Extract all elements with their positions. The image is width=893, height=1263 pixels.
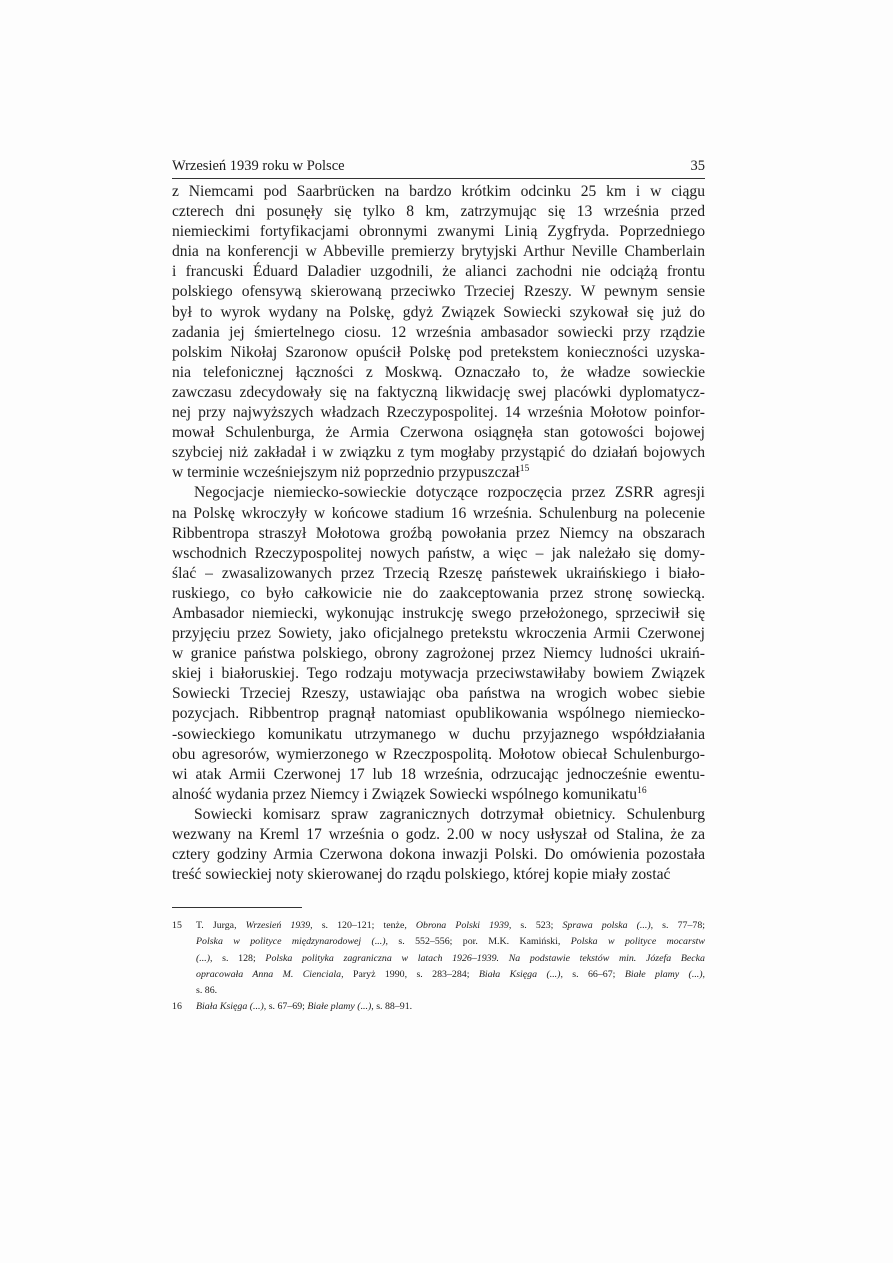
text-line: dnia na konferencji w Abbeville premierzy brytyjski Arthur Neville Chamberlain [172,243,705,261]
footnote-title: Wrzesień 1939 [245,920,311,931]
text-line: cztery godziny Armia Czerwona dokona inwazji Polski. Do omówienia pozostała [172,846,705,864]
footnote-line [196,918,705,934]
footnote-title: opracowała Anna M. Cienciala [196,968,342,980]
footnote-ref[interactable]: 16 [637,785,647,796]
text-line: zadania jej śmiertelnego ciosu. 12 września ambasador sowiecki przy rządzie [172,323,705,341]
footnote-text: s. 86. [196,985,218,997]
text-line: polskim Nikołaj Szaronow opuścił Polskę pod pretekstem konieczności uzyska- [172,343,705,361]
text-line: Sowiecki Trzeciej Rzeszy, ustawiając oba państwa na wrogich wobec siebie [172,685,705,703]
text-line: Sowiecki komisarz spraw zagranicznych dotrzymał obietnicy. Schulenburg [194,805,705,823]
text-line: wi atak Armii Czerwonej 17 lub 18 września, odrzucając jednocześnie ewentu- [172,765,705,783]
page-number: 35 [690,158,705,174]
footnote-text: , s. 552–556; por. M.K. Kamiński, [385,936,571,948]
text-line: nia telefonicznej łączności z Moskwą. Oznaczało to, że władze sowieckie [172,363,705,381]
text-line: polskiego ofensywą skierowaną przeciwko Trzeciej Rzeszy. W pewnym sensie [172,283,705,301]
footnote-number: 15 [172,920,182,931]
footnotes [172,918,705,1016]
text-line: mował Schulenburga, że Armia Czerwona osiągnęła stan gotowości bojowej [172,424,705,442]
footnote-separator [172,907,302,908]
text-line: Negocjacje niemiecko-sowieckie dotyczące rozpoczęcia przez ZSRR agresji [194,484,705,502]
footnote-line [196,934,705,950]
footnote-line [196,967,705,983]
main-text [172,182,705,885]
footnote-title: Polska polityka zagraniczna w latach 1926–1939. Na podstawie tekstów min. Józefa Becka [265,952,705,964]
running-title: Wrzesień 1939 roku w Polsce [172,158,345,174]
footnote-title: Obrona Polski 1939 [415,920,509,931]
footnote-title: Białe plamy (...) [307,1001,372,1013]
text-line: pozycjach. Ribbentrop pragnął natomiast opublikowania wspólnego niemiecko- [172,705,705,723]
text-line: na Polskę wkroczyły w końcowe stadium 16 września. Schulenburg na polecenie [172,504,705,522]
footnote-text: , s. 67–69; [263,1001,308,1013]
text-line: był to wyrok wydany na Polskę, gdyż Związek Sowiecki szykował się już do [172,303,705,321]
text-line: obu agresorów, wymierzonego w Rzeczpospolitą. Mołotow obiecał Schulenburgo- [172,745,705,763]
text-line: Ambasador niemiecki, wykonując instrukcję swego przełożonego, sprzeciwił się [172,604,705,622]
footnote-text: , s. 66–67; [560,968,625,980]
paragraph [172,805,705,885]
text-line: skiej i białoruskiej. Tego rodzaju motywacja przeciwstawiłaby bowiem Związek [172,665,705,683]
footnote-text: , s. 120–121; tenże, [310,920,416,931]
footnote-ref[interactable]: 15 [519,464,530,475]
running-header [172,154,705,179]
footnote-text: , s. 128; [209,952,266,964]
footnote-title: Polska w polityce międzynarodowej (...) [196,936,386,948]
text-line: alność wydania przez Niemcy i Związek Sowiecki wspólnego komunikatu$^{16}$ [172,785,647,803]
text-line: i francuski Éduard Daladier uzgodnili, że alianci zachodni nie odciążą frontu [172,263,705,281]
text-line: nej przy najwyższych władzach Rzeczypospolitej. 14 września Mołotow poinfor- [172,404,705,422]
footnote-text: , Paryż 1990, s. 283–284; [341,968,479,980]
paragraph [172,182,705,483]
footnote-title: (...) [196,952,210,964]
footnote [172,918,705,999]
footnote-line [196,999,705,1015]
text-line: w terminie wcześniejszym niż poprzednio przypuszczał$^{15}$ [172,464,530,482]
text-line: zawczasu zdecydowały się na faktyczną likwidację swej placówki dyplomatycz- [172,383,705,401]
text-line: ślać – zwasalizowanych przez Trzecią Rzeszę państewek ukraińskiego i biało- [172,564,705,582]
text-line: w granice państwa polskiego, obrony zagrożonej przez Niemcy ludności ukraiń- [172,645,705,663]
footnote-title: Białe plamy (...) [624,968,703,980]
footnote-title: Sprawa polska (...) [562,920,651,931]
text-line: wschodnich Rzeczypospolitej nowych państw, a więc – jak należało się domy- [172,544,705,562]
footnote-text: , s. 88–91. [371,1001,413,1013]
footnote-text: , [702,968,705,980]
footnote-title: Biała Księga (...) [196,1001,264,1013]
text-line: ruskiego, co było całkowicie nie do zaakceptowania przez stronę sowiecką. [172,584,705,602]
text-line: -sowieckiego komunikatu utrzymanego w duchu przyjaznego współdziałania [172,725,705,743]
text-line: szybciej niż zakładał i w związku z tym mogłaby przystąpić do działań bojowych [172,444,705,462]
footnote-line [196,983,705,999]
footnote [172,999,705,1015]
text-line: treść sowieckiej noty skierowanej do rządu polskiego, której kopie miały zostać [172,866,671,884]
footnote-text: T. Jurga, [196,920,246,931]
text-line: Ribbentropa straszył Mołotowa groźbą powołania przez Niemcy na obszarach [172,524,705,542]
text-line: z Niemcami pod Saarbrücken na bardzo krótkim odcinku 25 km i w ciągu [172,183,705,200]
footnote-title: Biała Księga (...) [478,968,561,980]
text-line: niemieckimi fortyfikacjami obronnymi zwanymi Linią Zygfryda. Poprzedniego [172,223,705,241]
text-line: czterech dni posunęły się tylko 8 km, zatrzymując się 13 września przed [172,203,705,221]
text-line: wezwany na Kreml 17 września o godz. 2.00 w nocy usłyszał od Stalina, że za [172,826,705,843]
paragraph [172,483,705,805]
footnote-text: , s. 77–78; [650,920,705,931]
footnote-number: 16 [172,1001,182,1013]
footnote-line [196,951,705,967]
footnote-title: Polska w polityce mocarstw [570,936,705,948]
text-line: przyjęciu przez Sowiety, jako oficjalnego pretekstu wkroczenia Armii Czerwonej [172,625,705,643]
footnote-text: , s. 523; [508,920,563,931]
